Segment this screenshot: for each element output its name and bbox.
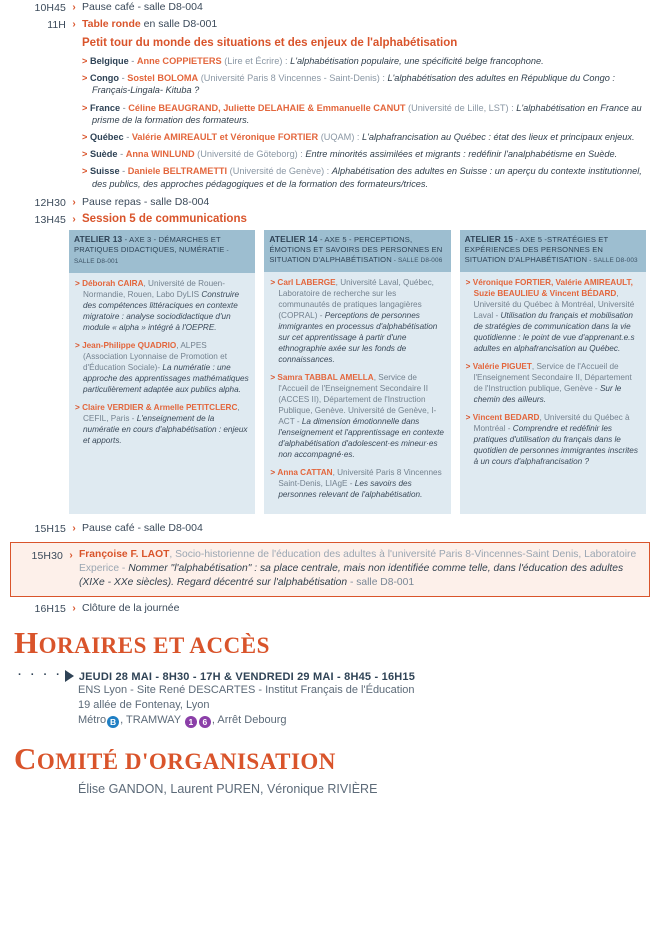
bullet-icon: > xyxy=(270,277,276,287)
keynote-title: Nommer "l'alphabétisation" : sa place centrale, mais non identifiée comme telle, dans l'éducation des adultes (XIXe - XXe siècles). Regard décentré sur l'alphabétisation xyxy=(79,562,624,589)
horaires-initial: H xyxy=(14,625,39,661)
entry-dash: - xyxy=(117,149,126,160)
paper-item xyxy=(466,412,640,467)
entry-title: Alphabétisation des adultes en Suisse : un aperçu du contexte institutionnel, des publics, des approches pédagogiques et de la formation des formateurs/trices. xyxy=(92,166,642,189)
bullet-icon: > xyxy=(82,166,88,177)
row-label: Pause café - salle D8-004 xyxy=(82,1,203,13)
paper-author: Vincent BEDARD xyxy=(472,412,540,422)
entry-speaker: Valérie AMIREAULT et Véronique FORTIER xyxy=(131,132,319,143)
row-arrow-icon: › xyxy=(72,603,76,615)
entry-affiliation: (Université de Genève) : xyxy=(227,166,332,177)
bullet-icon: > xyxy=(82,102,88,113)
entry-country: France xyxy=(89,102,121,113)
entry-speaker: Daniele BELTRAMETTI xyxy=(127,166,228,177)
bullet-icon: > xyxy=(82,73,88,84)
bullet-icon: > xyxy=(82,132,88,143)
metro-label: Métro xyxy=(78,714,107,727)
bullet-icon: > xyxy=(465,412,471,422)
atelier-body xyxy=(264,272,450,514)
session-title: Session 5 de communications xyxy=(82,212,247,225)
paper-affiliation: , Université Laval, Québec, Laboratoire de recherche sur les communautés de pratiques langagières (COPRAL) - xyxy=(278,277,434,320)
horaires-rest: ORAIRES ET ACCÈS xyxy=(38,633,270,659)
keynote-body xyxy=(79,548,643,591)
dates-row xyxy=(18,669,660,683)
entry-dash: - xyxy=(119,166,128,177)
paper-affiliation: , Service de l'Accueil de l'Enseignement Secondaire II (ACCES II), Département de l'Instruction Publique, Genève. Université de Genève, I-ACT - xyxy=(278,372,437,426)
entry-title: L'alphabétisation des adultes en République du Congo : Français-Lingala- Kituba ? xyxy=(92,73,615,96)
paper-item xyxy=(270,372,444,460)
keynote-highlight-box xyxy=(10,542,650,598)
row-arrow-icon: › xyxy=(72,213,76,225)
stop-label: , Arrêt Debourg xyxy=(211,714,287,727)
schedule-row-pause-repas xyxy=(14,195,646,210)
paper-item xyxy=(270,277,444,365)
entry-country: Suisse xyxy=(89,166,120,177)
bullet-icon: > xyxy=(465,277,471,287)
entry-speaker: Céline BEAUGRAND, Juliette DELAHAIE & Emmanuelle CANUT xyxy=(128,102,406,113)
atelier-header xyxy=(460,230,646,272)
paper-title: L'enseignement de la numératie en cours d'alphabétisation : enjeux et apports. xyxy=(83,413,248,445)
atelier-header xyxy=(264,230,450,272)
table-ronde-entry xyxy=(82,165,646,189)
schedule-bottom xyxy=(0,521,660,536)
entry-speaker: Anna WINLUND xyxy=(125,149,195,160)
paper-item xyxy=(466,277,640,354)
paper-title: Comprendre et redéfinir les pratiques d'utilisation du français dans le quotidien de personnes immigrantes inscrites à un cours d'alphafrancisation ? xyxy=(473,423,638,466)
entry-dash: - xyxy=(119,73,128,84)
keynote-room: - salle D8-001 xyxy=(347,577,415,589)
entry-country: Québec xyxy=(89,132,124,143)
entry-title: L'alphabétisation populaire, une spécificité belge francophone. xyxy=(290,56,544,66)
atelier-axis: - AXE 3 - DÉMARCHES ET PRATIQUES DIDACTIQUES, NUMÉRATIE xyxy=(74,234,225,255)
entry-dash: - xyxy=(128,56,137,66)
bullet-icon: > xyxy=(82,56,88,66)
triangle-icon xyxy=(65,670,74,682)
section-title-comite xyxy=(14,742,660,779)
paper-title: Les savoirs des personnes relevant de l'alphabétisation. xyxy=(278,478,423,499)
row-arrow-icon: › xyxy=(72,2,76,13)
entry-title: Entre minorités assimilées et migrants : redéfinir l'analphabétisme en Suède. xyxy=(305,149,618,160)
address-block xyxy=(78,683,660,728)
paper-author: Véronique FORTIER, Valérie AMIREAULT, Suzie BEAULIEU & Vincent BÉDARD xyxy=(472,277,633,298)
table-ronde-entry xyxy=(82,131,646,143)
schedule-closing xyxy=(0,601,660,616)
paper-title: La numératie : une approche des apprentissages mathématiques particulièrement adaptée aux publics alpha. xyxy=(83,362,249,394)
schedule-row-session-5 xyxy=(14,212,646,227)
row-time: 15H15 xyxy=(34,522,66,535)
row-time: 13H45 xyxy=(34,213,66,226)
paper-title: Perceptions de personnes immigrantes en processus d'alphabétisation sur cet apprentissage à partir d'une ethnographie axée sur les fonds de connaissances. xyxy=(278,310,438,364)
entry-speaker: Anne COPPIETERS xyxy=(136,56,222,66)
paper-author: Valérie PIGUET xyxy=(472,361,532,371)
comite-rest: OMITÉ D'ORGANISATION xyxy=(36,749,336,775)
tram-label: , TRAMWAY xyxy=(120,714,184,727)
entry-affiliation: (UQAM) : xyxy=(318,132,363,143)
row-label: Pause repas - salle D8-004 xyxy=(82,195,210,208)
schedule-row-table-ronde xyxy=(14,17,646,32)
entry-country: Congo xyxy=(89,73,120,84)
tram-line-1-badge-icon: 1 xyxy=(185,716,197,728)
atelier-number: ATELIER 15 xyxy=(464,233,514,244)
paper-affiliation: , CEFIL, Paris - xyxy=(83,402,240,423)
address-line-1: ENS Lyon - Site René DESCARTES - Institut Français de l'Éducation xyxy=(78,684,415,697)
keynote-speaker: Françoise F. LAOT xyxy=(79,548,170,560)
row-time: 12H30 xyxy=(34,196,66,209)
dates-text: JEUDI 28 MAI - 8H30 - 17H & VENDREDI 29 MAI - 8H45 - 16H15 xyxy=(78,671,416,684)
row-label xyxy=(82,17,646,31)
comite-initial: C xyxy=(14,741,37,777)
ateliers-grid xyxy=(69,230,646,514)
bullet-icon: > xyxy=(75,278,80,288)
atelier-number: ATELIER 13 xyxy=(74,233,123,244)
bullet-icon: > xyxy=(270,372,276,382)
atelier-number: ATELIER 14 xyxy=(269,233,318,244)
atelier-axis: - AXE 5 -STRATÉGIES ET EXPÉRIENCES DES PERSONNES EN SITUATION D'ALPHABÉTISATION xyxy=(464,234,609,265)
atelier-column-13 xyxy=(69,230,255,514)
paper-author: Claire VERDIER & Armelle PETITCLERC xyxy=(82,402,238,412)
entry-title: L'alphabétisation en France au prisme de la formation des formateurs. xyxy=(92,102,642,125)
address-line-2: 19 allée de Fontenay, Lyon xyxy=(78,699,210,712)
entry-affiliation: (Université de Lille, LST) : xyxy=(405,102,517,113)
paper-affiliation: , Université du Québec à Montréal, Université Laval - xyxy=(473,288,635,320)
paper-affiliation: , Université Paris 8 Vincennes Saint-Denis, LIAgE - xyxy=(278,467,442,488)
row-label: Clôture de la journée xyxy=(82,602,180,615)
transport-line xyxy=(78,713,660,728)
section-title-horaires xyxy=(14,626,660,663)
atelier-room: - SALLE D8-006 xyxy=(391,257,443,265)
paper-affiliation: , Université de Rouen-Normandie, Rouen, Labo DyLIS xyxy=(83,278,225,299)
paper-item xyxy=(466,361,640,405)
row-label: Pause café - salle D8-004 xyxy=(82,521,203,534)
keynote-affiliation: , Socio-historienne de l'éducation des adultes à l'université Paris 8-Vincennes-Saint Denis, Laboratoire Experice - xyxy=(79,548,637,574)
table-ronde-entry xyxy=(82,148,646,160)
schedule-row-pause-cafe-am xyxy=(14,0,646,15)
paper-item xyxy=(75,340,249,395)
metro-line-badge-icon: B xyxy=(107,716,119,728)
schedule-row-pause-cafe-pm xyxy=(14,521,646,536)
committee-members: Élise GANDON, Laurent PUREN, Véronique RIVIÈRE xyxy=(78,782,378,797)
tram-line-6-badge-icon: 6 xyxy=(199,716,211,728)
bullet-icon: > xyxy=(75,402,80,412)
atelier-room: - SALLE D8-001 xyxy=(74,247,229,266)
atelier-axis: - AXE 5 - PERCEPTIONS, ÉMOTIONS ET SAVOIRS DES PERSONNES EN SITUATION D'ALPHABÉTISATION xyxy=(269,234,443,265)
paper-affiliation: , Université du Québec à Montréal - xyxy=(473,412,630,433)
table-ronde-strong: Table ronde xyxy=(82,18,141,30)
entry-country: Suède xyxy=(89,149,118,160)
paper-author: Déborah CAIRA xyxy=(82,278,144,288)
atelier-column-14 xyxy=(264,230,450,514)
paper-item xyxy=(75,278,249,333)
atelier-room: - SALLE D8-003 xyxy=(587,257,638,265)
round-table-title: Petit tour du monde des situations et des enjeux de l'alphabétisation xyxy=(82,37,458,49)
table-ronde-block xyxy=(82,35,646,190)
schedule-row-cloture xyxy=(14,601,646,616)
dots-decoration: · · · · xyxy=(18,669,63,682)
paper-author: Jean-Philippe QUADRIO xyxy=(82,340,177,350)
row-time: 16H15 xyxy=(34,603,66,616)
paper-title: Construire des compétences littéraciques en contexte migratoire : analyse sociodidactique d'un module « alpha » intégré à l'OEPRE. xyxy=(83,289,240,332)
keynote-arrow-icon: › xyxy=(69,549,73,561)
paper-author: Carl LABERGE xyxy=(277,277,336,287)
entry-affiliation: (Université Paris 8 Vincennes - Saint-Denis) : xyxy=(198,73,388,84)
entry-country: Belgique xyxy=(89,56,129,66)
table-ronde-rest: en salle D8-001 xyxy=(140,18,218,30)
entry-affiliation: (Université de Göteborg) : xyxy=(194,149,306,160)
entry-affiliation: (Lire et Écrire) : xyxy=(221,56,291,66)
atelier-column-15 xyxy=(460,230,646,514)
entry-title: L'alphafrancisation au Québec : état des lieux et principaux enjeux. xyxy=(362,132,635,143)
entry-speaker: Sostel BOLOMA xyxy=(127,73,199,84)
entry-dash: - xyxy=(123,132,132,143)
atelier-body xyxy=(460,272,646,514)
row-time: 10H45 xyxy=(34,2,66,14)
paper-item xyxy=(270,467,444,500)
paper-title: Utilisation du français et mobilisation de stratégies de communication dans la vie quotidienne : le point de vue d'apprenant.e.s adultes en alphafrancisation au Québec. xyxy=(473,310,635,353)
keynote-time: 15H30 xyxy=(31,549,63,562)
atelier-body xyxy=(69,273,255,514)
bullet-icon: > xyxy=(75,340,80,350)
paper-item xyxy=(75,402,249,446)
bullet-icon: > xyxy=(82,149,88,160)
row-time: 11H xyxy=(47,19,66,31)
row-arrow-icon: › xyxy=(72,19,76,30)
schedule-top xyxy=(0,0,660,227)
entry-dash: - xyxy=(120,102,129,113)
bullet-icon: > xyxy=(270,467,276,477)
paper-affiliation: , Service de l'Accueil de l'Enseignement Secondaire II, Département de l'Instruction publique, Genève - xyxy=(473,361,632,393)
bullet-icon: > xyxy=(465,361,471,371)
paper-title: Sur le chemin des ailleurs. xyxy=(473,383,622,404)
table-ronde-entry xyxy=(82,72,646,96)
paper-author: Anna CATTAN xyxy=(277,467,333,477)
paper-affiliation: , ALPES (Association Lyonnaise de Promotion et d'Éducation Sociale)- xyxy=(83,340,227,372)
paper-author: Samra TABBAL AMELLA xyxy=(277,372,374,382)
row-arrow-icon: › xyxy=(72,522,76,534)
table-ronde-entry xyxy=(82,102,646,126)
row-arrow-icon: › xyxy=(72,196,76,208)
paper-title: La dimension émotionnelle dans l'enseignement et l'apprentissage en contexte d'alphabétisation d'adolescent·es mineur·es non accompagné·es. xyxy=(278,416,444,459)
table-ronde-entry xyxy=(82,55,646,67)
atelier-header xyxy=(69,230,255,273)
